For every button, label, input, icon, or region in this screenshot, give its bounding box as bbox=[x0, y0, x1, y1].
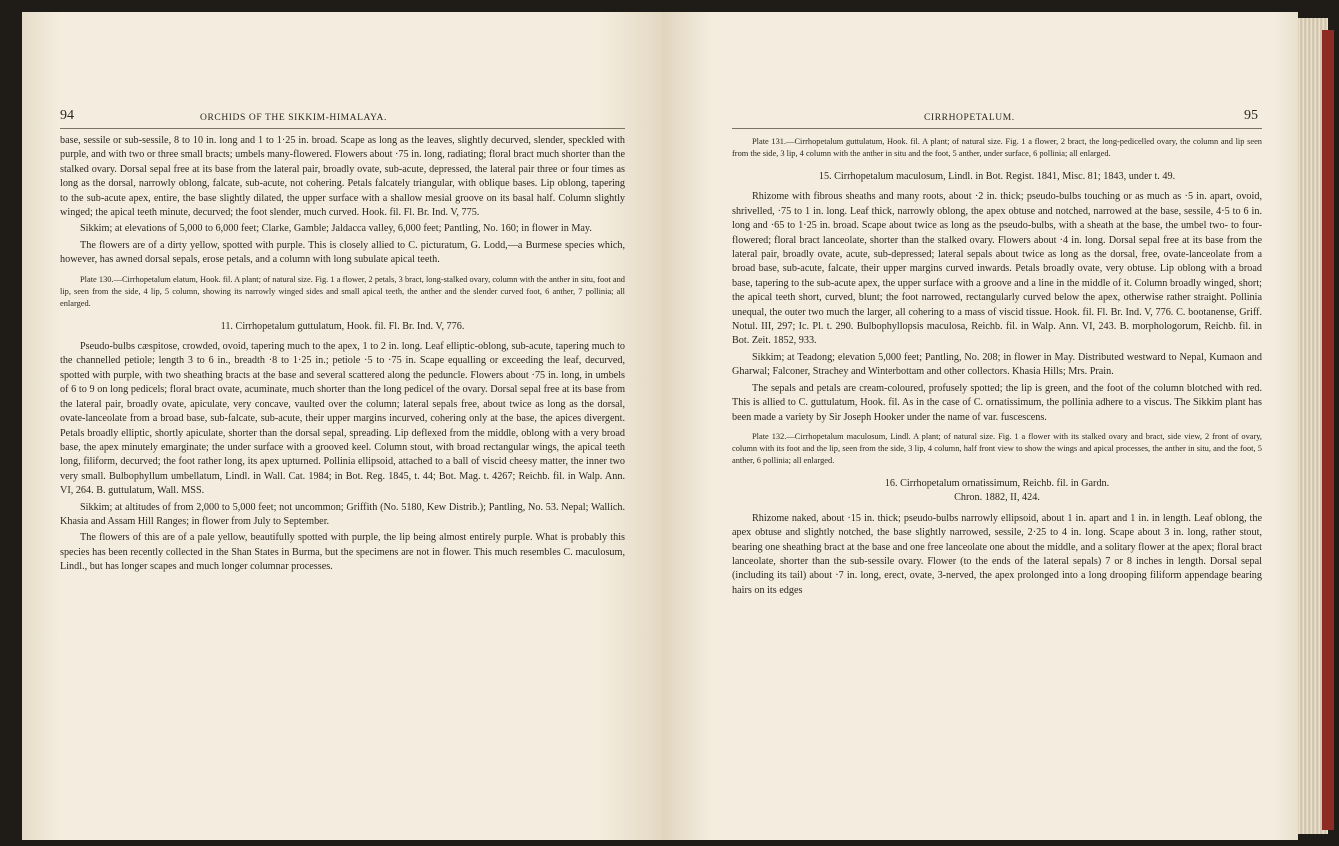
cover-edge bbox=[1322, 30, 1334, 830]
paragraph: Rhizome naked, about ·15 in. thick; pseudo-bulbs narrowly ellipsoid, about 1 in. apart and 1 in. in length. Leaf oblong, the apex obtuse and slightly notched, the base slightly narrowed, sessile, 2·25 to 4 in. long. Scape about 3 in. long, rather stout, bearing one sheathing bract at the base and one free lanceolate one about the middle, and a solitary flower at the apex; floral bract lanceolate, shorter than the sub-sessile ovary. Flower (to the ends of the lateral sepals) 7 or 8 inches in length. Dorsal sepal (including its tail) about ·7 in. long, erect, ovate, 3-nerved, the apex prolonged into a long drooping filiform appendage bearing hairs on its edges bbox=[732, 512, 1262, 596]
paragraph: The flowers are of a dirty yellow, spotted with purple. This is closely allied to C. picturatum, G. Lodd,—a Burmese species which, however, has awned dorsal sepals, erose petals, and a column with long subulate apical teeth. bbox=[60, 239, 625, 266]
paragraph: Sikkim; at elevations of 5,000 to 6,000 feet; Clarke, Gamble; Jaldacca valley, 6,000 feet; Pantling, No. 160; in flower in May. bbox=[80, 223, 592, 235]
species-heading-cont: Chron. 1882, II, 424. bbox=[954, 492, 1040, 504]
paragraph: Rhizome with fibrous sheaths and many roots, about ·2 in. thick; pseudo-bulbs touching or as much as ·5 in. apart, ovoid, shrivelled, ·75 to 1 in. long. Leaf thick, narrowly oblong, the apex obtuse and notched, narrowed at the base, sessile, 4·5 to 6 in. long and ·65 to 1·25 in. broad. Scape about twice as long as the pseudo-bulbs, with a sheath at the base, the umbel two- to four-flowered; floral bract lanceolate, shorter than the stalked ovary. Flowers about ·4 in. long. Dorsal sepal free at its base from the lateral pair, broadly ovate, acute, sub-depressed; lateral sepals about twice as long as the dorsal, free, ovate-lanceolate from a broad base, sub-acute, falcate, their upper margins curved inwards. Petals broadly ovate, very obtuse. Lip oblong with a broad base, tapering to the sub-acute apex, the upper surface with a groove and a line in the middle of it. Column broadly winged, short; the apical teeth short, curved, blunt; the foot narrowed, rectangularly curved below the apex, otherwise rather straight. Pollinia unequal, the outer two much the larger, all cohering to a mass of viscid tissue. Hook. fil. Fl. Br. Ind. V, 776. C. bootanense, Griff. Notul. III, 297; Ic. Pl. t. 290. Bulbophyllopsis maculosa, Reichb. fil. in Walp. Ann. VI, 243. B. morphologorum, Reichb. fil. in Bot. Zeit. 1852, 933. bbox=[732, 191, 1262, 347]
species-heading: 11. Cirrhopetalum guttulatum, Hook. fil. Fl. Br. Ind. V, 776. bbox=[220, 320, 465, 332]
left-page bbox=[22, 12, 662, 840]
running-title: CIRRHOPETALUM. bbox=[924, 113, 1015, 123]
species-heading: 15. Cirrhopetalum maculosum, Lindl. in Bot. Regist. 1841, Misc. 81; 1843, under t. 49. bbox=[818, 171, 1176, 182]
running-title: ORCHIDS OF THE SIKKIM-HIMALAYA. bbox=[200, 113, 387, 123]
header-rule bbox=[60, 128, 625, 129]
paragraph: Pseudo-bulbs cæspitose, crowded, ovoid, tapering much to the apex, 1 to 2 in. long. Leaf elliptic-oblong, sub-acute, tapering much to the channelled petiole; length 3 to 6 in., breadth ·8 to 1·25 in.; petiole ·5 to ·75 in. Scape equalling or exceeding the leaf, decurved, spotted with purple, with two sheathing bracts at the base and several scattered along the peduncle. Flowers about ·75 in. long, in umbels of 6 to 9 on long pedicels; floral bract ovate, acuminate, much shorter than the long pedicel of the ovary. Dorsal sepal free at its base from the lateral pair, broadly ovate, apiculate, very concave, vaulted over the column; lateral sepals free, about twice as long as the dorsal, ovate-lanceolate from a broad base, sub-falcate, sub-acute, their upper margins incurved, cohering only at the base, the apices divergent. Petals broadly elliptic, shortly apiculate, shorter than the dorsal sepal, spreading. Lip deflexed from the middle, oblong with a very broad base, the apex minutely emarginate; the under surface with a grooved keel. Column stout, with broad rectangular wings, the apical teeth long, filiform, decurved; the foot rather long, its apex upturned. Pollinia ellipsoid, attached to a ball of viscid cheesy matter, the inner two very small. Bulbophyllum umbellatum, Lindl. in Wall. Cat. 1984; in Bot. Reg. 1845, t. 44; Bot. Mag. t. 4267; Reichb. fil. in Walp. Ann. VI, 264. B. guttulatum, Wall. MSS. bbox=[60, 341, 625, 497]
species-heading: 16. Cirrhopetalum ornatissimum, Reichb. fil. in Gardn. bbox=[884, 477, 1110, 489]
paragraph: Sikkim; at Teadong; elevation 5,000 feet; Pantling, No. 208; in flower in May. Distributed westward to Nepal, Kumaon and Gharwal; Falconer, Strachey and Winterbottam and other collectors. Khasia Hills; Mrs. Prain. bbox=[732, 351, 1262, 378]
right-page bbox=[662, 12, 1298, 840]
paragraph: Sikkim; at altitudes of from 2,000 to 5,000 feet; not uncommon; Griffith (No. 5180, Kew Distrib.); Pantling, No. 53. Nepal; Wallich. Khasia and Assam Hill Ranges; in flower from July to September. bbox=[60, 501, 625, 527]
right-text-body bbox=[732, 130, 1262, 600]
left-text-body bbox=[60, 134, 625, 577]
header-rule bbox=[732, 128, 1262, 129]
page-number: 94 bbox=[60, 108, 74, 123]
paragraph: base, sessile or sub-sessile, 8 to 10 in. long and 1 to 1·25 in. broad. Scape as long as the leaves, slightly decurved, slender, speckled with purple, and with two or three small bracts; umbels many-flowered. Flowers about ·75 in. long, radiating; floral bract much shorter than the stalked ovary. Dorsal sepal free at its base from the lateral pair, broadly ovate, sub-acute, depressed, the lateral pair three or four times as long as the dorsal, narrowly oblong, falcate, sub-acute, not cohering. Petals falcately triangular, with oblique bases. Lip oblong, tapering to the sub-acute apex, entire, the base slightly dilated, the upper surface with a shallow mesial groove on its basal half. Column slightly winged; the apical teeth minute, decurved; the foot slender, much curved. Hook. fil. Fl. Br. Ind. V, 775. bbox=[60, 135, 625, 219]
plate-caption: Plate 131.—Cirrhopetalum guttulatum, Hook. fil. A plant; of natural size. Fig. 1 a flower, 2 bract, the long-pedicelled ovary, the column and lip seen from the side, 3 lip, 4 column with the anther in situ and the foot, 5 anther, under surface, 6 pollinia; all enlarged. bbox=[732, 137, 1262, 158]
paragraph: The flowers of this are of a pale yellow, beautifully spotted with purple, the lip being almost entirely purple. What is probably this species has been recently collected in the Shan States in Burma, but the specimens are not in flower. This much resembles C. maculosum, Lindl., but has longer scapes and much longer columnar processes. bbox=[60, 532, 625, 573]
paragraph: The sepals and petals are cream-coloured, profusely spotted; the lip is green, and the foot of the column blotched with red. This is allied to C. guttulatum, Hook. fil. As in the case of C. ornatissimum, the pollinia adhere to a viscus. The Sikkim plant has been made a variety by Sir Joseph Hooker under the name of var. fuscescens. bbox=[732, 382, 1262, 423]
page-number: 95 bbox=[1244, 108, 1258, 123]
plate-caption: Plate 132.—Cirrhopetalum maculosum, Lindl. A plant; of natural size. Fig. 1 a flower with its stalked ovary and bract, side view, 2 front of ovary, column with its foot and the lip, seen from the side, 3 lip, 4 column, half front view to show the wings and apical processes, the anther in situ, and the foot, 5 anther, 6 pollinia; all enlarged. bbox=[732, 431, 1262, 465]
plate-caption: Plate 130.—Cirrhopetalum elatum, Hook. fil. A plant; of natural size. Fig. 1 a flower, 2 petals, 3 bract, long-stalked ovary, column with the anther in situ, foot and lip, seen from the side, 4 lip, 5 column, showing its narrowly winged sides and small apical teeth, the anther and the slender curved foot, 6 anther, 7 pollinia; all enlarged. bbox=[60, 274, 625, 308]
